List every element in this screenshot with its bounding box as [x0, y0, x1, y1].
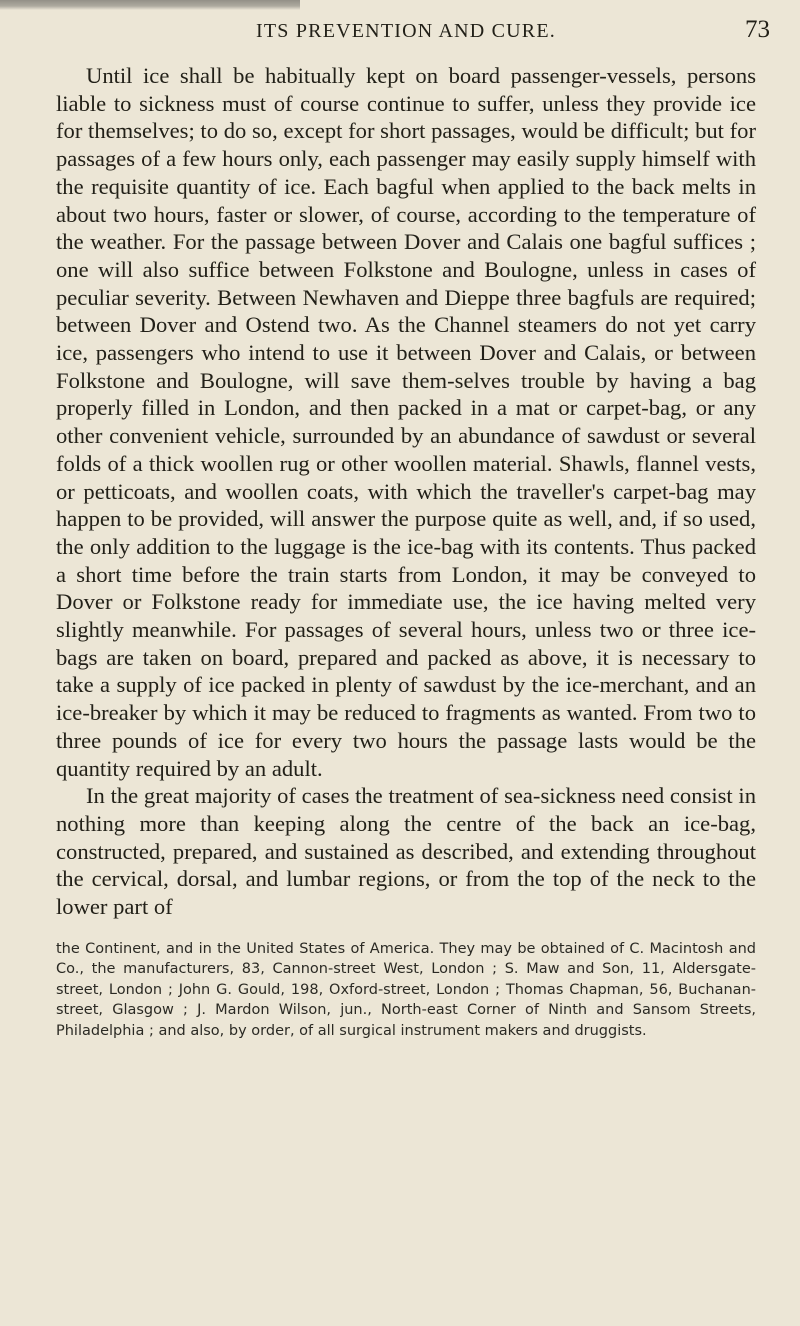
- running-title: ITS PREVENTION AND CURE.: [256, 20, 556, 42]
- running-head: [56, 14, 770, 54]
- book-page: [56, 14, 770, 1041]
- page-number: 73: [745, 16, 770, 43]
- body-paragraph-1: Until ice shall be habitually kept on board passenger-vessels, persons liable to sickness must of course continue to suffer, unless they provide ice for themselves; to do so, except for short passages, would be difficult; but for passages of a few hours only, each passenger may easily supply himself with the requisite quantity of ice. Each bagful when applied to the back melts in about two hours, faster or slower, of course, according to the temperature of the weather. For the passage between Dover and Calais one bagful suffices ; one will also suffice between Folkstone and Boulogne, unless in cases of peculiar severity. Between Newhaven and Dieppe three bagfuls are required; between Dover and Ostend two. As the Channel steamers do not yet carry ice, passengers who intend to use it between Dover and Calais, or between Folkstone and Boulogne, will save them-selves trouble by having a bag properly filled in London, and then packed in a mat or carpet-bag, or any other convenient vehicle, surrounded by an abundance of sawdust or several folds of a thick woollen rug or other woollen material. Shawls, flannel vests, or petticoats, and woollen coats, with which the traveller's carpet-bag may happen to be provided, will answer the purpose quite as well, and, if so used, the only addition to the luggage is the ice-bag with its contents. Thus packed a short time before the train starts from London, it may be conveyed to Dover or Folkstone ready for immediate use, the ice having melted very slightly meanwhile. For passages of several hours, unless two or three ice-bags are taken on board, prepared and packed as above, it is necessary to take a supply of ice packed in plenty of sawdust by the ice-merchant, and an ice-breaker by which it may be reduced to fragments as wanted. From two to three pounds of ice for every two hours the passage lasts would be the quantity required by an adult.: [56, 63, 756, 781]
- body-paragraph-2: In the great majority of cases the treatment of sea-sickness need consist in nothing more than keeping along the centre of the back an ice-bag, constructed, prepared, and sustained as described, and extending throughout the cervical, dorsal, and lumbar regions, or from the top of the neck to the lower part of: [56, 783, 756, 920]
- footnote: the Continent, and in the United States of America. They may be obtained of C. Macintosh and Co., the manufacturers, 83, Cannon-street West, London ; S. Maw and Son, 11, Aldersgate-street, London ; John G. Gould, 198, Oxford-street, London ; Thomas Chapman, 56, Buchanan-street, Glasgow ; J. Mardon Wilson, jun., North-east Corner of Ninth and Sansom Streets, Philadelphia ; and also, by order, of all surgical instrument makers and druggists.: [56, 940, 756, 1039]
- scan-edge-artifact: [0, 0, 300, 10]
